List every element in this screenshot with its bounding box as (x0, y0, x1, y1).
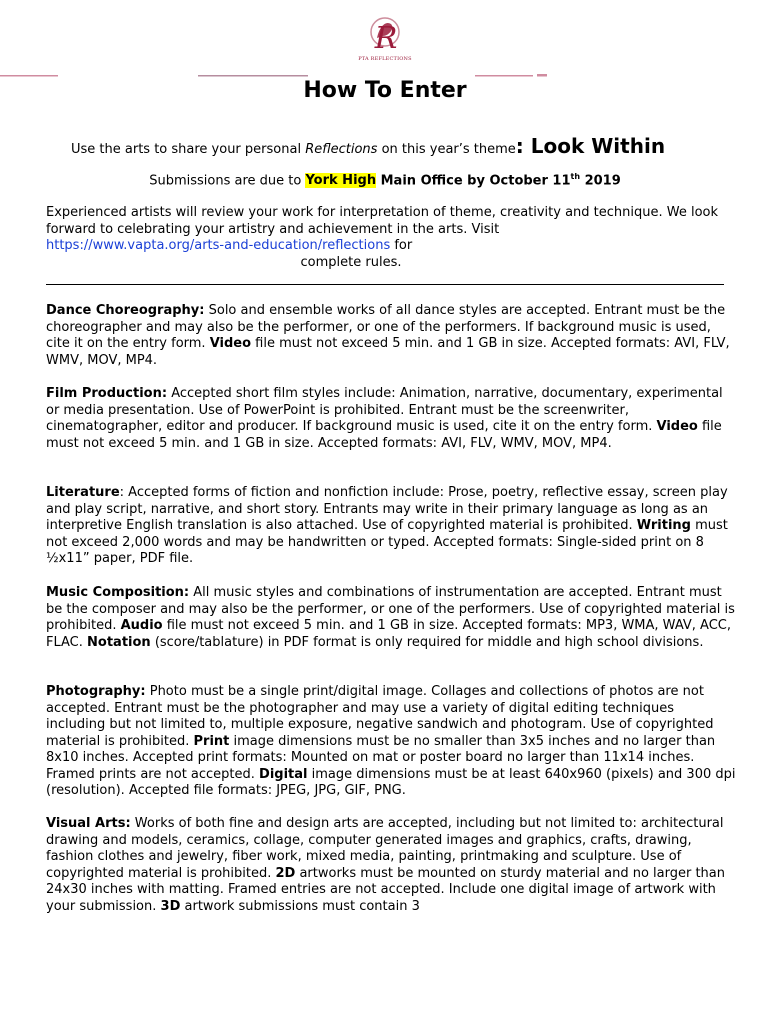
section-text: artwork submissions must contain 3 (180, 898, 420, 914)
section-text: Works of both fine and design arts are accepted, including but not limited to: architectural drawing and models, ceramics, collage, computer generated images and graphics, crafts, drawing, fashion clothes and jewelry, fiber work, mixed media, painting, printmaking and sculpture. Use of copyrighted material is prohibited. (46, 816, 724, 881)
section-text: image dimensions must be at least 640x960 (pixels) and 300 dpi (resolution). Accepted file formats: JPEG, JPG, GIF, PNG. (46, 766, 736, 798)
section-text: file must not exceed 5 min. and 1 GB in size. Accepted formats: MP3, WMA, WAV, ACC, FLAC. (46, 618, 731, 650)
logo-letter: R (374, 21, 398, 56)
section-music (46, 585, 736, 651)
section-text: artworks must be mounted on sturdy material and no larger than 24x30 inches with matting. Framed entries are not accepted. Include one digital image of artwork with your submission. (46, 865, 725, 914)
section-literature (46, 485, 736, 568)
intro-text: Experienced artists will review your work for interpretation of theme, creativity and technique. We look forward to celebrating your artistry and achievement in the arts. Visit (46, 205, 719, 237)
section-dance (46, 303, 736, 369)
section-text: Photo must be a single print/digital image. Collages and collections of photos are not accepted. Entrant must be the photographer and may use a variety of digital editing techniques including but not limited to, multiple exposure, negative sandwich and photogram. Use of copyrighted material is prohibited. (46, 684, 714, 749)
due-sup: th (570, 172, 581, 181)
section-bold-term: Video (656, 419, 698, 434)
section-bold-term: Notation (87, 634, 151, 650)
section-film (46, 386, 736, 452)
rules-link[interactable]: https://www.vapta.org/arts-and-education/reflections (46, 238, 391, 253)
section-heading: Literature (46, 485, 120, 500)
theme-name: : Look Within (515, 134, 666, 158)
section-text: must not exceed 2,000 words and may be handwritten or typed. Accepted formats: Single-sided print on 8 ½x11” paper, PDF file. (46, 518, 728, 566)
divider (46, 284, 724, 285)
section-text: All music styles and combinations of instrumentation are accepted. Entrant must be the composer and may also be the performer, or one of the performers. Use of copyrighted material is prohibited. (46, 585, 735, 633)
logo-caption: PTA REFLECTIONS (358, 56, 412, 62)
section-text: file must not exceed 5 min. and 1 GB in size. Accepted formats: AVI, FLV, WMV, MOV, MP4. (46, 419, 722, 451)
section-text: Accepted short film styles include: Animation, narrative, documentary, experimental or media presentation. Use of PowerPoint is prohibited. Entrant must be the screenwriter, cinematographer, editor and producer. If background music is used, cite it on the entry form. (46, 386, 723, 434)
section-text: image dimensions must be no smaller than 3x5 inches and no larger than 8x10 inches. Accepted print formats: Mounted on mat or poster board no larger than 11x14 inches. Framed prints are not accepted. (46, 733, 716, 782)
section-heading: Dance Choreography: (46, 303, 205, 318)
section-heading: Film Production: (46, 386, 168, 401)
section-bold-term: Audio (120, 618, 163, 633)
section-visual-arts (46, 816, 736, 915)
due-year: 2019 (580, 173, 621, 189)
due-pre: Submissions are due to (149, 173, 306, 189)
theme-italic: Reflections (305, 142, 378, 157)
section-text: (score/tablature) in PDF format is only required for middle and high school divisions. (150, 634, 704, 650)
section-bold-term: 3D (160, 898, 181, 914)
page-title: How To Enter (303, 78, 467, 103)
intro-last: complete rules. (300, 254, 402, 270)
intro-after-link: for (390, 238, 413, 253)
section-heading: Visual Arts: (46, 816, 131, 831)
section-heading: Photography: (46, 684, 146, 699)
school-name: York High (305, 173, 377, 189)
theme-pre: Use the arts to share your personal (71, 142, 306, 157)
section-bold-term: Print (193, 733, 230, 749)
section-bold-term: Digital (259, 766, 308, 782)
section-text: file must not exceed 5 min. and 1 GB in size. Accepted formats: AVI, FLV, WMV, MOV, MP4. (46, 336, 730, 368)
section-text: : Accepted forms of fiction and nonfiction include: Prose, poetry, reflective essay, screen play and play script, narrative, and short story. Entrants may write in their primary language as long as an interpretive English translation is also attached. Use of copyrighted material is prohibited. (46, 485, 728, 533)
section-bold-term: Writing (636, 518, 691, 533)
due-post: Main Office by October 11 (376, 173, 571, 189)
section-photography (46, 684, 736, 800)
intro-paragraph (46, 205, 736, 271)
section-bold-term: 2D (275, 865, 296, 881)
theme-mid: on this year’s theme (377, 142, 516, 157)
due-date-line (0, 172, 770, 188)
section-heading: Music Composition: (46, 585, 190, 600)
scan-artifact-left (0, 74, 60, 77)
section-text: Solo and ensemble works of all dance styles are accepted. Entrant must be the choreographer and may also be the performer, or one of the performers. If background music is used, cite it on the entry form. (46, 303, 726, 351)
theme-line (71, 134, 665, 158)
scan-artifact-center (198, 74, 310, 77)
section-bold-term: Video (209, 336, 252, 351)
scan-artifact-right (475, 74, 550, 77)
